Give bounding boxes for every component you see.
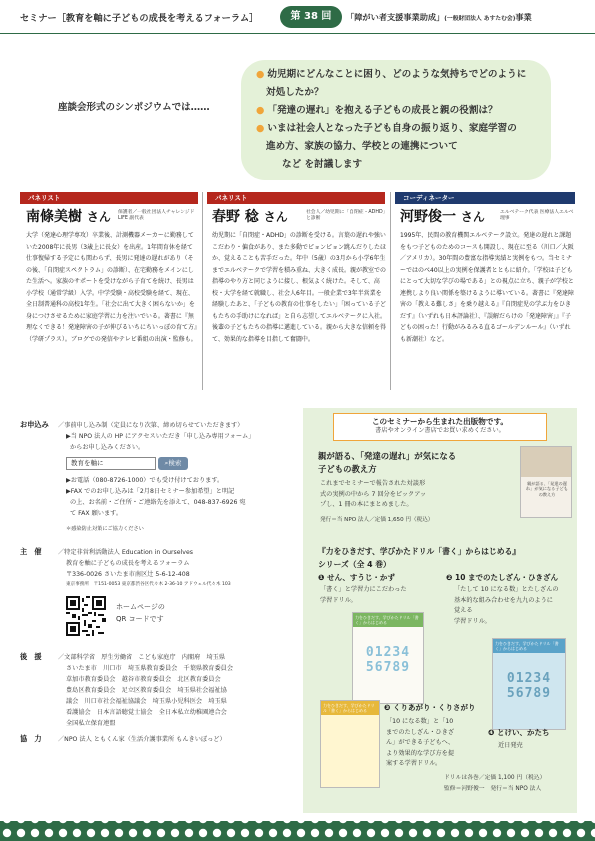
search-input[interactable]: 教育を軸に (66, 457, 156, 470)
support-line2: さいたま市 川口市 埼玉県教育委員会 千葉県教育委員会 (66, 665, 234, 672)
header-seminar-title: セミナー［教育を軸に子どもの成長を考えるフォーラム］ (20, 13, 259, 24)
drill-2-cover-label: 力をひきだす、学びかたドリル「書く」からはじめる (493, 639, 565, 653)
drill-3-cover (320, 700, 380, 788)
column-divider (202, 192, 203, 390)
qr-code[interactable] (66, 596, 106, 636)
grant-suffix: 事業 (515, 12, 532, 22)
drill-1-title (318, 573, 395, 584)
panelist-2-bio: 幼児期に「自閉症・ADHD」の診断を受ける。言葉の遅れや強いこだわり・偏食があり、また多動でピョンピョン跳んだりしたほか、覚えることも苦手だった。年中（5歳）の3月から小学6年生までエルベテークで学習を積み重ね、大きく成長。親が教室での指導のやり方と同じように接し、根気よく続けた。そして、高校・大学を経て就職し、社会人6年目。一般企業で3年半営業を経験したあと、「子どもの教育の仕事をしたい」「困っている子どもたちの手助けになれば」と自ら志望してエルベテークに入社。後輩の子どもたちの指導に邁進している。親から大きな信頼を得て、効果的な指導を目指して奮闘中。 (212, 232, 387, 343)
topic-2-text: 「発達の遅れ」を抱える子どもの成長と親の役割は？ (267, 105, 498, 116)
panelist-1-role: パネリスト (20, 192, 198, 204)
drill-4-number: ❹ (488, 728, 495, 737)
publications-heading: このセミナーから生まれた出版物です。 (371, 417, 509, 426)
drill-3-desc-line4: より効果的な学び方を提 (386, 749, 455, 757)
panelist-2-name (212, 207, 288, 227)
support-line5: 議会 川口市社会福祉協議会 埼玉県小児科医会 埼玉県 (66, 698, 227, 705)
grant-org: (一般財団法人 あすたむ会) (444, 16, 516, 22)
book1-title (318, 450, 518, 475)
cover-digits-row2: 56789 (506, 686, 552, 701)
qr-caption-line2: QR コードです (116, 615, 164, 623)
coordinator-name (400, 207, 485, 227)
series-title-line1: 『力をひきだす、学びかたドリル「書く」からはじめる』 (318, 547, 521, 556)
drill-3-desc-line5: 案する学習ドリル。 (386, 760, 442, 767)
bullet-icon: ● (256, 123, 265, 134)
book1-desc-line3: プし、1 冊の本にまとめました。 (320, 501, 413, 508)
book1-desc-line2: 式の実例の中から 7 回分をピックアッ (320, 490, 427, 498)
drill-2-desc (454, 585, 572, 627)
drill-publisher: 監修＝河野俊一 発行＝当 NPO 法人 (444, 786, 542, 792)
apply-label: お申込み (20, 420, 49, 429)
search-icon: ⌕ (164, 459, 169, 467)
topic-3 (256, 120, 517, 138)
drill-2-desc-line1: 「たして 10 になる数」とたしざんの (454, 586, 559, 593)
drill-3-title (384, 703, 475, 714)
support-line3: 草加市教育委員会 越谷市教育委員会 北区教育委員会 (66, 676, 221, 683)
topic-3-text: いまは社会人となった子ども自身の振り返り、家庭学習の (267, 123, 517, 134)
support-line1: ／文部科学省 厚生労働省 こども家庭庁 内閣府 埼玉県 (58, 654, 226, 661)
header-rule (0, 33, 595, 34)
apply-note: ＊感染防止対策にご協力ください (66, 526, 144, 532)
book1-cover-title: 親が語る、「発達の遅れ」が気になる子どもの教え方 (526, 481, 568, 497)
cooperation-text: ／NPO 法人 ともくん家（生活介護事業所 もんきいぽっど） (58, 736, 226, 743)
drill-2-desc-line4: 学習ドリル。 (454, 617, 491, 625)
coordinator-name-text: 河野俊一 (400, 209, 456, 225)
drill-3-number: ❸ (384, 703, 391, 712)
panelist-2-affiliation: 社会人／幼児期に「自閉症・ADHD」と診断 (306, 210, 386, 221)
drill-4-desc: 近日発売 (498, 742, 523, 749)
apply-fax1: ▶FAX でのお申し込みは「2月8日セミナー参加希望」と明記 (66, 488, 235, 495)
drill-1-cover (352, 612, 424, 704)
coordinator-honorific: さん (460, 210, 485, 224)
drill-4-name: とけい、かたち (496, 728, 550, 737)
symposium-lead: 座談会形式のシンポジウムでは…… (58, 102, 210, 113)
cooperation-label: 協 力 (20, 734, 42, 743)
cover-digits-row1: 01234 (365, 645, 411, 660)
drill-3-desc (386, 717, 486, 770)
series-title-line2: シリーズ（全 4 巻） (318, 559, 391, 569)
panelist-1-name (26, 207, 111, 227)
panelist-2-role: パネリスト (207, 192, 385, 204)
support-line4: 豊島区教育委員会 足立区教育委員会 埼玉県社会福祉協 (66, 687, 227, 694)
book1-cover (520, 446, 572, 518)
drill-3-desc-line3: ん」ができる子どもへ、 (386, 739, 455, 746)
bullet-icon: ● (256, 105, 265, 116)
drill-2-cover-digits (493, 671, 565, 701)
bullet-icon: ● (256, 69, 265, 80)
topic-2 (256, 102, 498, 120)
coordinator-role: コーディネーター (395, 192, 575, 204)
drill-2-number: ❷ (446, 573, 453, 582)
panelist-1-affiliation: 保護者／一般社団法人チャレンジド LIFE 副代表 (118, 210, 195, 221)
cover-digits-row1: 01234 (506, 671, 552, 686)
drill-2-title (446, 573, 558, 584)
search-button[interactable] (158, 457, 188, 470)
apply-line3: からお申し込みください。 (70, 444, 145, 451)
qr-code-graphic (66, 596, 106, 636)
drill-1-desc-line1: 「書く」と学習力にこだわった (320, 586, 407, 593)
host-tokyo-office: 東京事務所 〒151-0053 東京都渋谷区代々木 2-36-10 アドウェル代々木 103 (66, 582, 231, 587)
drill-1-number: ❶ (318, 573, 325, 582)
book1-title-line1: 親が語る、「発達の遅れ」が気になる (318, 451, 457, 461)
topic-1-text: 幼児期にどんなことに困り、どのような気持ちでどのように (267, 69, 527, 80)
panelist-2-name-text: 春野 稔 (212, 209, 259, 225)
drill-4-title (488, 728, 549, 739)
book1-desc-line1: これまでセミナーで報告された対談形 (320, 480, 426, 487)
session-number-badge: 第 38 回 (280, 6, 342, 28)
column-divider (390, 192, 391, 390)
search-button-label: 検索 (168, 459, 182, 467)
publications-heading-box (333, 413, 547, 441)
topic-3-end: など を討議します (282, 159, 363, 170)
book1-cover-photo (521, 447, 572, 477)
qr-caption-line1: ホームページの (116, 603, 165, 611)
apply-fax2: の上、お名前・ご住所・ご連絡先を添えて、048-837-6926 宛 (70, 499, 246, 506)
drill-1-cover-digits (353, 645, 423, 675)
support-label: 後 援 (20, 652, 42, 661)
apply-tel: ▶お電話（080-8726-1000）でも受け付けております。 (66, 477, 224, 484)
drill-1-cover-label: 力をひきだす、学びかたドリル「書く」からはじめる (353, 613, 423, 627)
support-line7: 全国私立保育連盟 (66, 720, 116, 727)
topic-1 (256, 66, 526, 84)
publications-subheading: 書店やオンライン書店でお買い求めください。 (375, 427, 505, 434)
drill-2-name: 10 までのたしざん・ひきざん (454, 573, 559, 582)
series-title (318, 546, 573, 571)
drill-price: ドリルは各巻／定価 1,100 円（税込） (444, 775, 546, 781)
drill-2-desc-line2: 基本的な組み合わせを九九のように (454, 596, 553, 604)
topic-1-cont: 対処したか？ (266, 87, 324, 98)
apply-line1: ／事前申し込み制（定員になり次第、締め切らせていただきます） (58, 422, 244, 429)
host-address: 〒336-0026 さいたま市南区辻 5-6-12-408 (66, 571, 190, 578)
panelist-2-honorific: さん (263, 210, 288, 224)
drill-1-name: せん、すうじ・かず (326, 573, 395, 582)
host-forum: 教育を軸に子どもの成長を考えるフォーラム (66, 560, 190, 567)
drill-3-desc-line1: 「10 になる数」と「10 (386, 718, 454, 725)
apply-line2: ▶当 NPO 法人の HP にアクセスいただき「申し込み専用フォーム」 (66, 433, 255, 440)
grant-name: 「障がい者支援事業助成」 (346, 12, 445, 22)
panelist-1-honorific: さん (86, 210, 111, 224)
coordinator-affiliation: エルベテーク代表 医療法人エルベ理事 (500, 210, 574, 221)
drill-2-cover (492, 638, 566, 730)
book1-price: 発行＝当 NPO 法人／定価 1,650 円（税込） (320, 517, 434, 523)
host-label: 主 催 (20, 547, 42, 556)
apply-fax3: て FAX 願います。 (70, 510, 123, 517)
drill-3-name: くりあがり・くりさがり (392, 703, 476, 712)
book1-description (320, 479, 500, 511)
drill-1-desc (320, 585, 450, 606)
drill-2-desc-line3: 覚える (454, 607, 473, 614)
panelist-1-bio: 大学（発達心理学専攻）卒業後、計測機器メーカーに勤務していた2008年に長男（3歳上に長女）を出産。1年間育休を経て仕事復帰する予定にも関わらず、長男に発達の遅れがあり（その後、「自閉症スペクトラム」の診断）、在宅勤務をメインにした生活へ。家族のサポートを受けながら子育てを続け、長男は小学校（通常学級）入学。中学受験・高校受験を経て、現在、全日制普通科の高校1年生。「社会に出て大きく困らないか」を身につけさせるために家庭学習に力を注いでいる。著書に『無理なくできる！発達障害の子が伸びるいちにちいっぽの育て方』（学研プラス）。ブログでの発信やテレビ番組の出演・監修も。 (26, 232, 198, 343)
cover-digits-row2: 56789 (365, 660, 411, 675)
support-line6: 看護協会 日本言語聴覚士協会 全日本私立幼稚園連合会 (66, 709, 227, 716)
drill-3-cover-label: 力をひきだす、学びかたドリル「書く」からはじめる (321, 701, 379, 715)
drill-3-desc-line2: までのたしざん・ひきざ (386, 728, 455, 736)
topic-3-cont: 進め方、家族の協力、学校との連携について (266, 141, 458, 152)
drill-1-desc-line2: 学習ドリル。 (320, 596, 357, 604)
host-org: ／特定非営利活動法人 Education in Ourselves (58, 549, 193, 556)
panelist-1-name-text: 南條美樹 (26, 209, 82, 225)
footer-dot-pattern (0, 812, 595, 841)
header-grant-title (346, 12, 532, 24)
coordinator-bio: 1995年、民間の教育機関エルベテーク設立。発達の遅れと課題をもつ子どものためのコースも開設し、現在に至る（川口／大阪／アメリカ）。30年間の豊富な指導実績と実例をもつ。当セミナーではのべ40以上の実例を保護者とともに紹介。「学校は子どもにとって大切な学びの場である」との視点に立ち、親子が学校と連携しより良い関係を築けるように導いている。著書に『発達障害の「教える難しさ」を乗り越える』『自閉症児の学ぶ力をひきだす』（いずれも日本評論社）、『誤解だらけの「発達障害」』『子どもの困った！行動がみるみる直るゴールデンルール』（いずれも新潮社）など。 (400, 232, 575, 343)
book1-title-line2: 子どもの教え方 (318, 463, 377, 474)
